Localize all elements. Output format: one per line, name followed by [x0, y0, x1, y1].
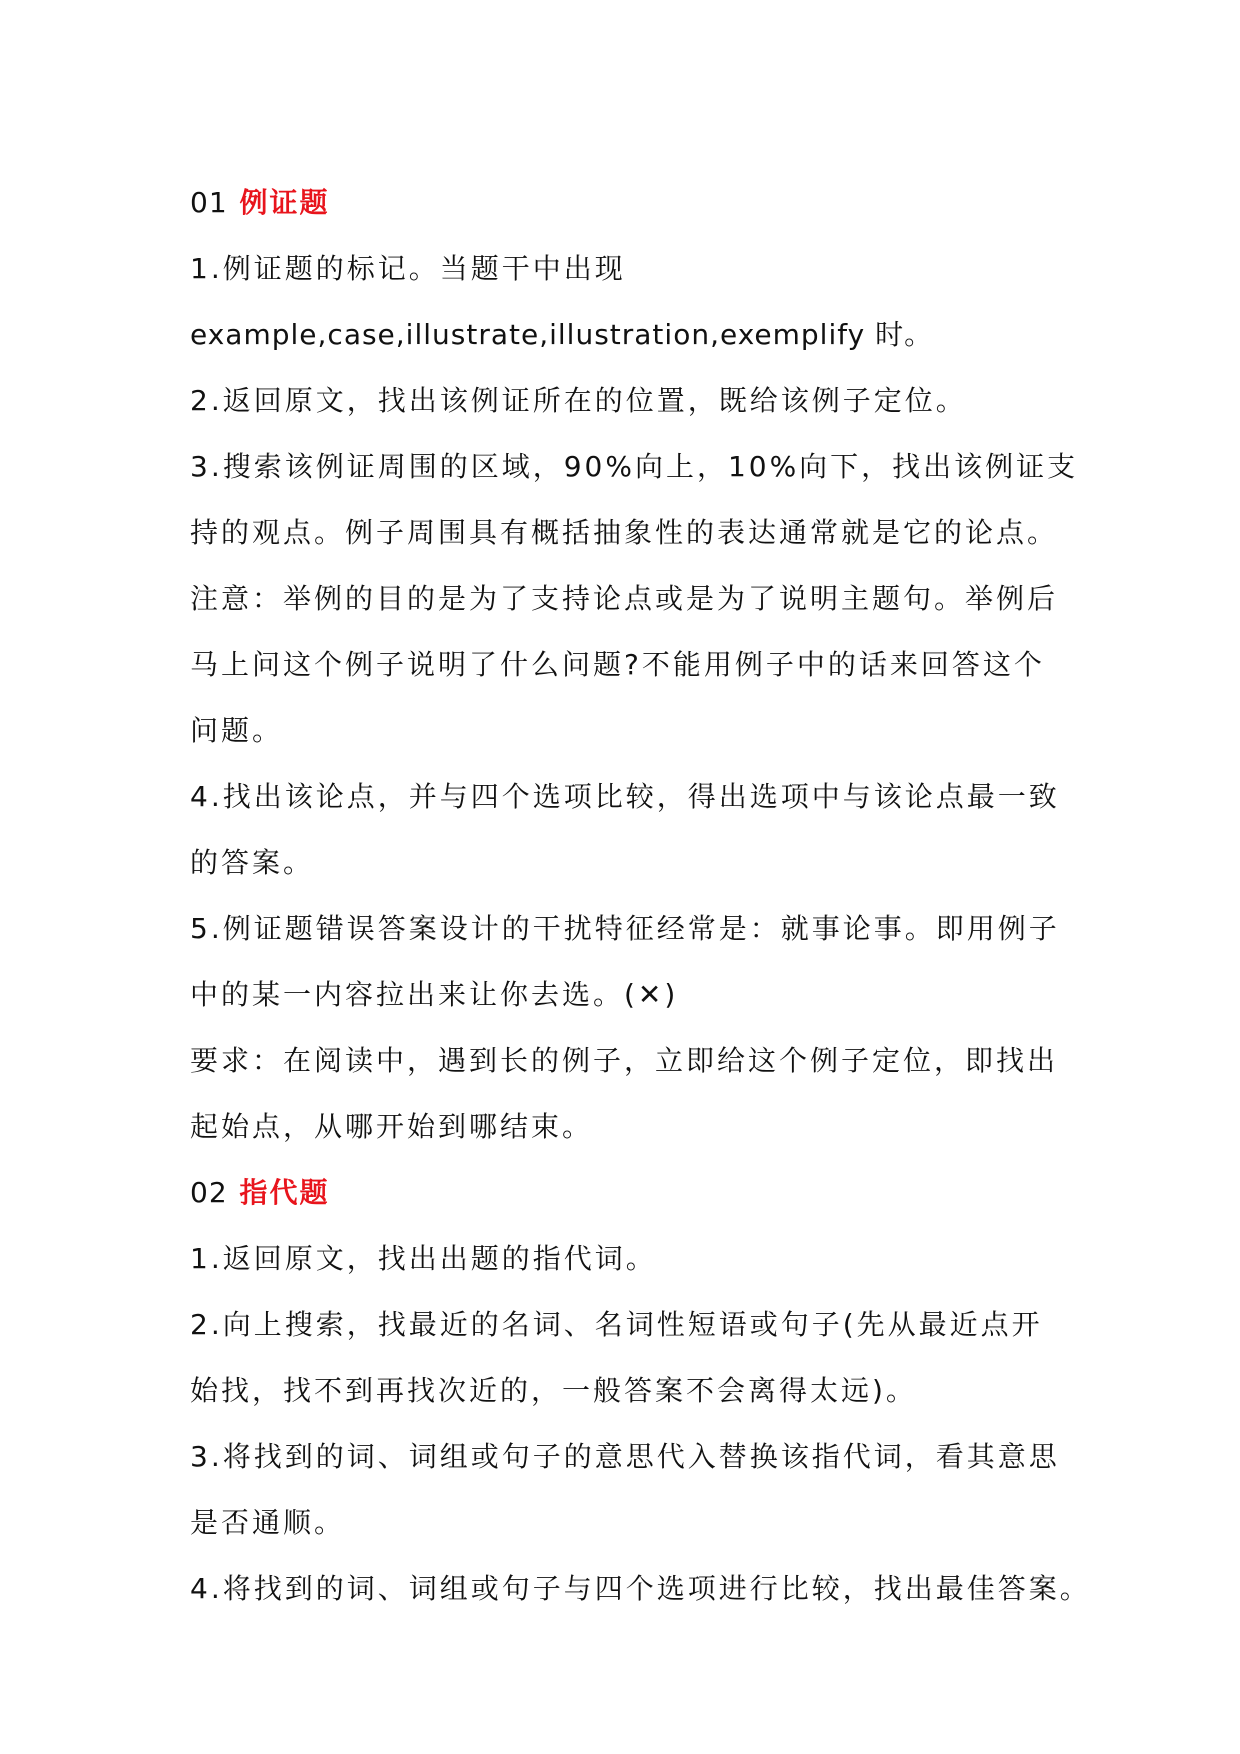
paragraph-line: 4.找出该论点，并与四个选项比较，得出选项中与该论点最一致: [190, 780, 1060, 813]
paragraph-line: 是否通顺。: [190, 1506, 346, 1539]
paragraph-line: example,case,illustrate,illustration,exemplify 时。: [190, 318, 934, 351]
document-page: [190, 170, 1090, 1622]
paragraph-line: 要求：在阅读中，遇到长的例子，立即给这个例子定位，即找出: [190, 1044, 1059, 1077]
section-title: 例证题: [239, 186, 330, 219]
paragraph-line: 1.返回原文，找出出题的指代词。: [190, 1242, 657, 1275]
section-number: 01: [190, 186, 228, 219]
paragraph-line: 2.返回原文，找出该例证所在的位置，既给该例子定位。: [190, 384, 967, 417]
paragraph-line: 的答案。: [190, 846, 315, 879]
section-number: 02: [190, 1176, 228, 1209]
section-title: 指代题: [239, 1176, 330, 1209]
paragraph-line: 持的观点。例子周围具有概括抽象性的表达通常就是它的论点。: [190, 516, 1059, 549]
paragraph-line: 起始点，从哪开始到哪结束。: [190, 1110, 594, 1143]
paragraph-line: 注意：举例的目的是为了支持论点或是为了说明主题句。举例后: [190, 582, 1059, 615]
section-heading-02: [190, 1160, 1090, 1226]
paragraph-line: 始找，找不到再找次近的，一般答案不会离得太远)。: [190, 1374, 917, 1407]
paragraph-line: 4.将找到的词、词组或句子与四个选项进行比较，找出最佳答案。: [190, 1572, 1091, 1605]
paragraph-line: 中的某一内容拉出来让你去选。(✕): [190, 978, 679, 1011]
paragraph-line: 2.向上搜索，找最近的名词、名词性短语或句子(先从最近点开: [190, 1308, 1043, 1341]
paragraph-line: 3.搜索该例证周围的区域，90%向上，10%向下，找出该例证支: [190, 450, 1079, 483]
paragraph-line: 3.将找到的词、词组或句子的意思代入替换该指代词，看其意思: [190, 1440, 1060, 1473]
paragraph-line: 问题。: [190, 714, 284, 747]
paragraph-line: 5.例证题错误答案设计的干扰特征经常是：就事论事。即用例子: [190, 912, 1060, 945]
paragraph-line: 1.例证题的标记。当题干中出现: [190, 252, 626, 285]
paragraph-line: 马上问这个例子说明了什么问题?不能用例子中的话来回答这个: [190, 648, 1045, 681]
section-heading-01: [190, 170, 1090, 236]
